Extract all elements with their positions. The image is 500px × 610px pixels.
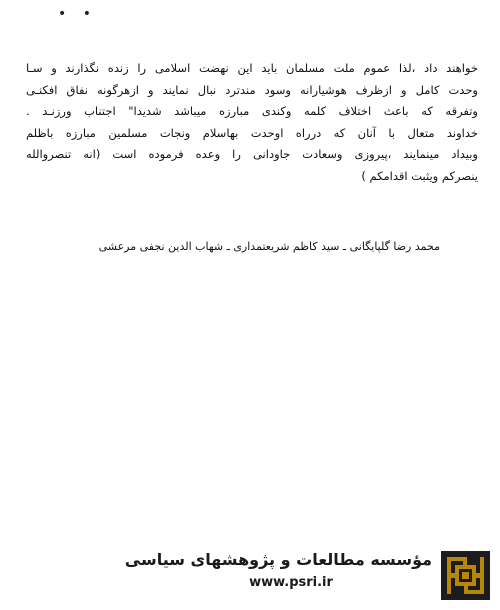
body-line: ینصرکم ویثبت اقدامکم ) [361,168,478,183]
top-margin-marks: • • [58,6,97,22]
psri-logo-icon [441,551,490,600]
institution-name: مؤسسه مطالعات و پژوهشهای سیاسی [124,550,432,569]
statement-body [26,58,478,187]
body-line: وبیداد مینمایند ،پیروزی وسعادت جاودانی را وعده فرموده است (انه تنصروالله [26,147,478,161]
body-line: وحدت کامل و ازظرف هوشیارانه وسود مندترد نبال نمایند و ازهرگونه نفاق افکنـی [26,82,478,97]
body-line: وتفرقه که باعث اختلاف کلمه وکندی مبارزه میباشد شدیدا" اجتناب ورزنـد . [26,104,478,118]
body-line: خداوند متعال با آنان که درراه اوحدت بهاسلام ونجات مسلمین مبارزه باظلم [26,125,478,140]
footer-text-block [124,550,432,590]
footer-watermark [0,540,500,610]
website-link[interactable]: www.psri.ir [249,575,333,590]
body-line: خواهند داد ،لذا عموم ملت مسلمان باید این نهضت اسلامی را زنده نگذارند و سـا [26,61,478,75]
signatories-line: محمد رضا گلپایگانی ـ سید کاظم شریعتمداری ـ شهاب الدین نجفی مرعشی [98,240,440,253]
